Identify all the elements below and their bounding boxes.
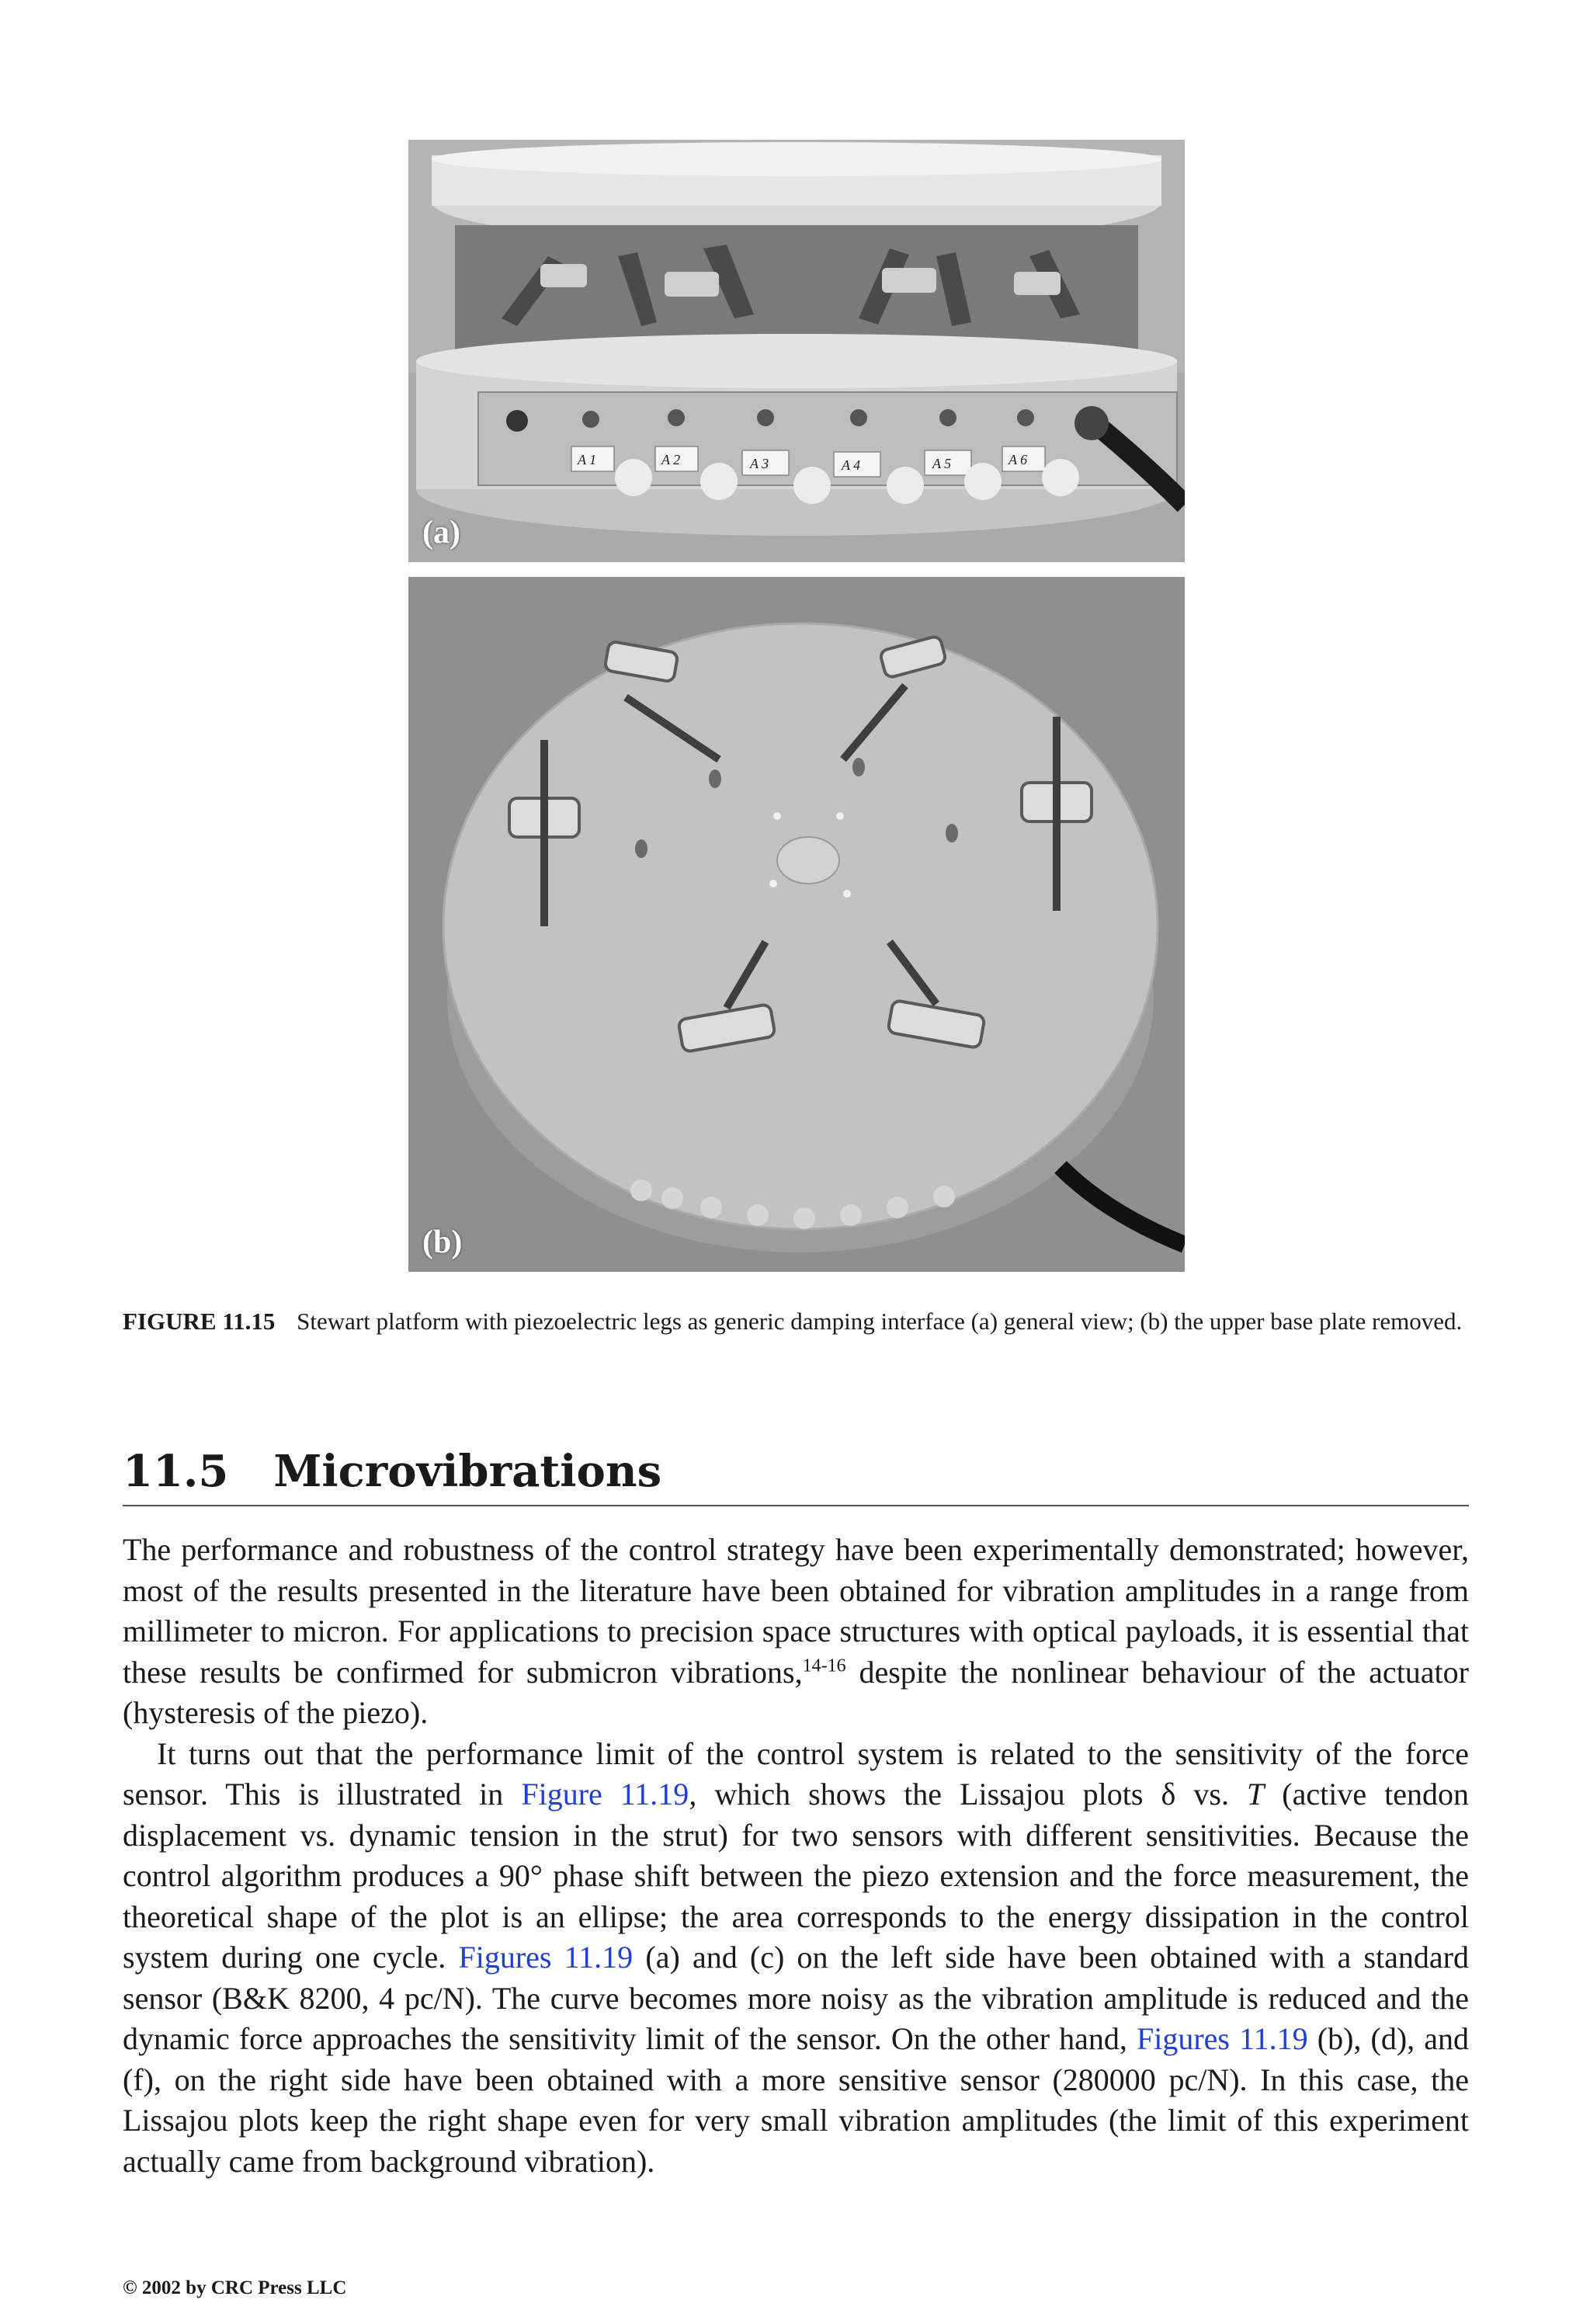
figure-caption: [123, 1303, 1469, 1340]
section-title: Microvibrations: [273, 1446, 662, 1497]
connector-label-a4: A 4: [842, 457, 861, 473]
paragraph-1-text: The performance and robustness of the control strategy have been experimentally demonstrated; however, most of the results presented in the literature have been obtained for vibration amplitudes in a range from millimeter to micron. For applications to precision space structures with optical payloads, it is essential that these results be confirmed for submicron vibrations,: [123, 1532, 1469, 1690]
stewart-platform-general-view: [408, 140, 1185, 562]
copyright-footer: © 2002 by CRC Press LLC: [123, 2277, 347, 2298]
figure-photo-a: [408, 140, 1185, 562]
paragraph-2-text: (active tendon displacement vs. dynamic tension in the strut) for two sensors with different sensitivities. Because the control algorithm produces a 90° phase shift between the piezo extension and the force measurement, the theoretical shape of the plot is an ellipse; the area corresponds to the energy dissipation in the control system during one cycle.: [123, 1777, 1469, 1975]
connector-label-a3: A 3: [750, 456, 769, 471]
connector-label-a6: A 6: [1009, 452, 1028, 467]
figure-link[interactable]: Figure 11.19: [521, 1777, 689, 1812]
paragraph-2-text: , which shows the Lissajou plots δ vs.: [689, 1777, 1247, 1812]
body-text: [123, 1530, 1469, 2182]
paragraph-2: [123, 1734, 1469, 2183]
section-heading: [123, 1446, 1469, 1506]
panel-label-a: (a): [422, 515, 460, 551]
stewart-platform-top-view: [408, 577, 1185, 1272]
citation-reference[interactable]: 14-16: [802, 1655, 846, 1676]
figure-photo-b: [408, 577, 1185, 1272]
figure-number: FIGURE 11.15: [123, 1308, 276, 1335]
connector-label-a2: A 2: [661, 452, 681, 467]
paragraph-2-italic: T: [1246, 1777, 1265, 1812]
figure-link[interactable]: Figures 11.19: [1137, 2021, 1308, 2056]
connector-label-a5: A 5: [932, 456, 952, 471]
paragraph-1: [123, 1530, 1469, 1734]
paragraph-1-text-end: despite the nonlinear behaviour of the actuator (hysteresis of the piezo).: [123, 1654, 1469, 1730]
paragraph-2-text: (a) and (c) on the left side have been obtained with a standard sensor (B&K 8200, 4 pc/N). The curve becomes more noisy as the vibration amplitude is reduced and the dynamic force approaches the sensitivity limit of the sensor. On the other hand,: [123, 1940, 1469, 2056]
connector-label-a1: A 1: [578, 452, 597, 467]
panel-label-b: (b): [422, 1225, 463, 1260]
figure-link[interactable]: Figures 11.19: [458, 1940, 634, 1975]
paragraph-2-text: (b), (d), and (f), on the right side have been obtained with a more sensitive sensor (280000 pc/N). In this case, the Lissajou plots keep the right shape even for very small vibration amplitudes (the limit of this experiment actually came from background vibration).: [123, 2021, 1470, 2179]
paragraph-2-text: It turns out that the performance limit of the control system is related to the sensitivity of the force sensor. This is illustrated in: [123, 1735, 1469, 1812]
figure-caption-text: Stewart platform with piezoelectric legs as generic damping interface (a) general view; (b) the upper base plate removed.: [297, 1308, 1463, 1335]
section-number: 11.5: [123, 1446, 229, 1497]
